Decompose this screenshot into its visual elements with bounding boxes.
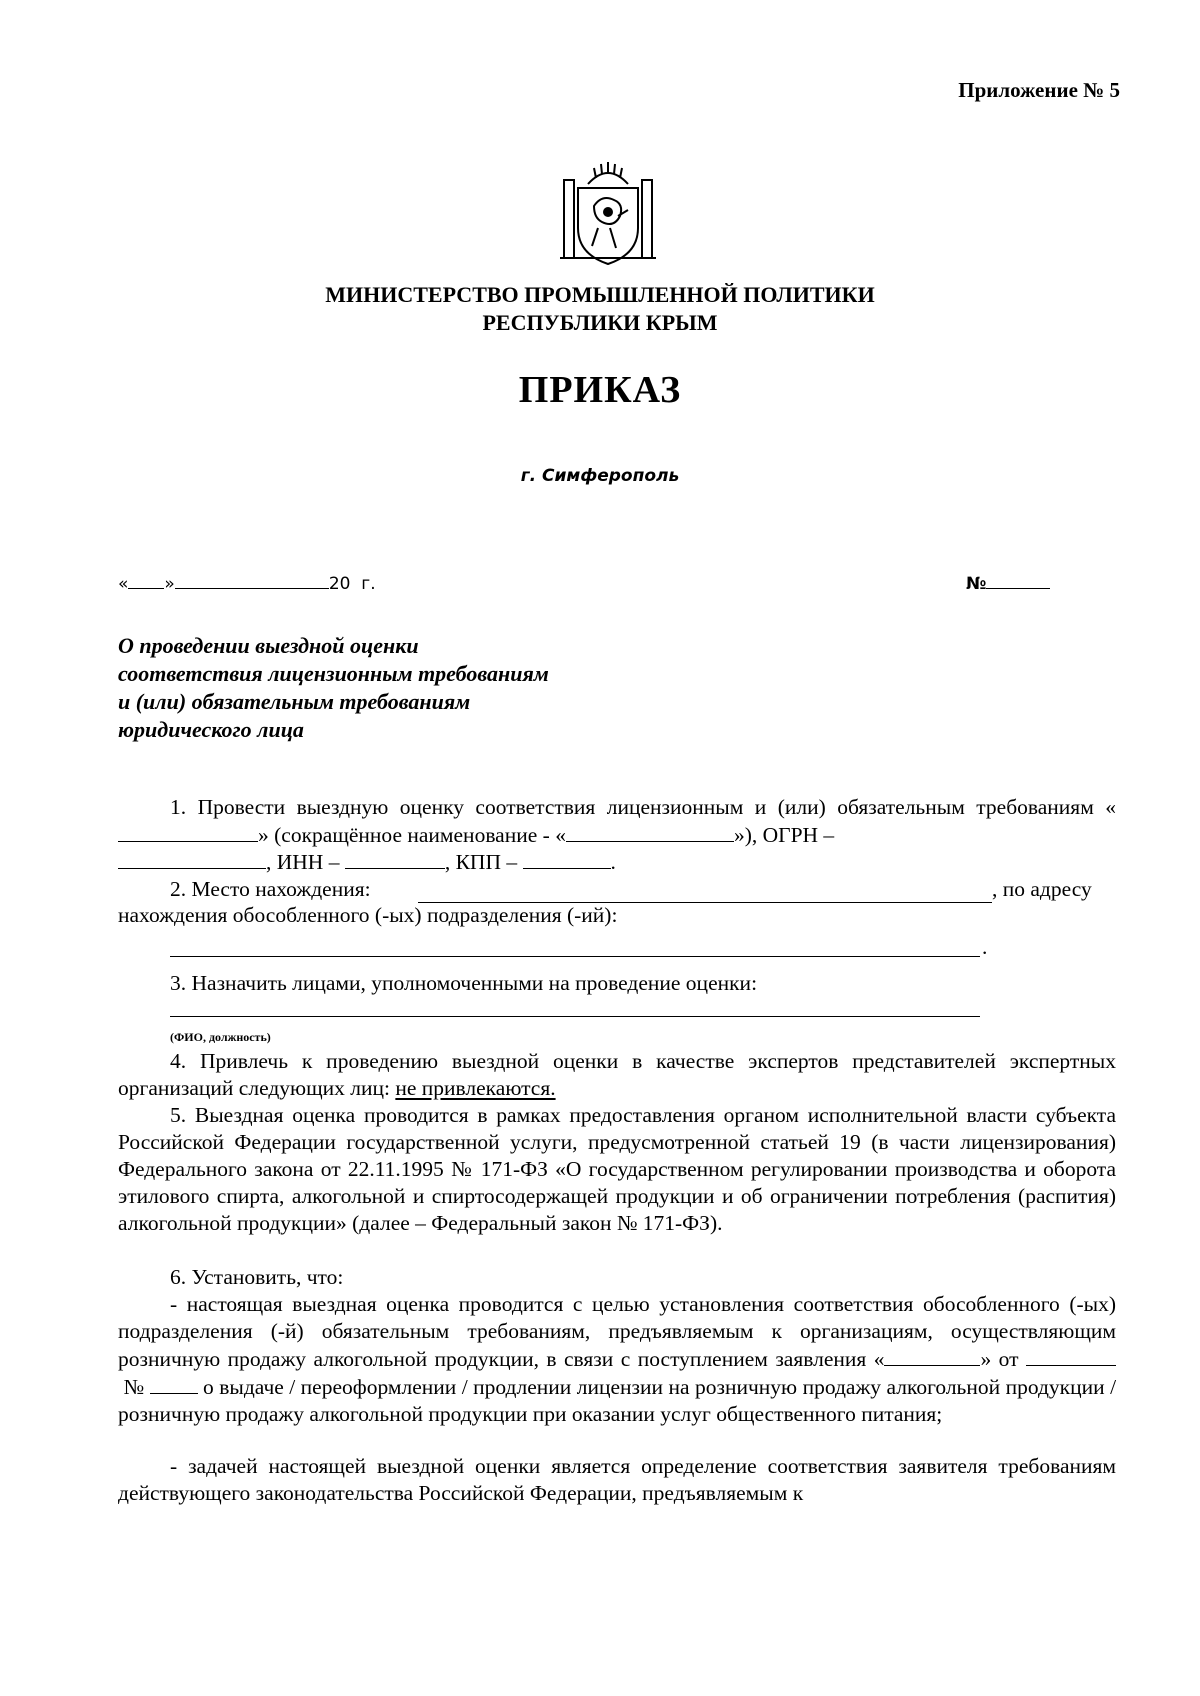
p3-text: 3. Назначить лицами, уполномоченными на проведение оценки: bbox=[170, 971, 758, 995]
order-number bbox=[966, 568, 1050, 594]
p2-text-b: , по адресу bbox=[992, 877, 1092, 901]
p6a-text-a: - настоящая выездная оценка проводится с целью установления соответствия обособленного (-ых) подразделения (-й) обязательным требованиям, предъявляемым к организациям, осуществляющим розничную продажу алкогольной продукции, в связи с поступлением заявления « bbox=[118, 1292, 1116, 1371]
p2-text-c: нахождения обособленного (-ых) подразделения (-ий): bbox=[118, 903, 618, 927]
paragraph-1 bbox=[118, 794, 1116, 849]
paragraph-3 bbox=[170, 970, 1168, 997]
p1-text-f: . bbox=[610, 850, 616, 874]
authorized-persons-blank bbox=[170, 1016, 980, 1017]
kpp-blank bbox=[523, 848, 611, 869]
order-date bbox=[118, 568, 376, 594]
p6a-text-d: о выдаче / переоформлении / продлении лицензии на розничную продажу алкогольной продукции / розничную продажу алкогольной продукции при оказании услуг общественного питания; bbox=[118, 1375, 1117, 1426]
short-name-blank bbox=[566, 821, 734, 842]
branch-address-blank bbox=[170, 956, 980, 957]
paragraph-4 bbox=[118, 1048, 1116, 1102]
number-label: № bbox=[966, 574, 987, 594]
kpp-label: , КПП – bbox=[444, 850, 518, 874]
p2-text-b-wrap bbox=[992, 876, 1092, 903]
paragraph-6a bbox=[118, 1291, 1116, 1428]
paragraph-5: 5. Выездная оценка проводится в рамках предоставления органом исполнительной власти субъекта Российской Федерации государственной услуги, предусмотренной статьей 19 (в части лицензирования) Федерального закона от 22.11.1995 № 171-ФЗ «О государственном регулировании производства и оборота этилового спирта, алкогольной и спиртосодержащей продукции и об ограничении потребления (распития) алкогольной продукции» (далее – Федеральный закон № 171-ФЗ). bbox=[118, 1103, 1116, 1235]
inn-blank bbox=[345, 848, 445, 869]
p1-text-b: » (сокращённое наименование - « bbox=[258, 823, 566, 847]
application-blank bbox=[884, 1345, 980, 1366]
day-blank bbox=[128, 568, 164, 589]
appendix-label: Приложение № 5 bbox=[958, 78, 1120, 102]
inn-label: , ИНН – bbox=[266, 850, 340, 874]
p2-text-a: 2. Место нахождения: bbox=[170, 877, 371, 901]
subject-line: О проведении выездной оценки bbox=[118, 633, 419, 658]
ministry-name-line1: МИНИСТЕРСТВО ПРОМЫШЛЕННОЙ ПОЛИТИКИ bbox=[325, 282, 875, 307]
subject-line: соответствия лицензионным требованиям bbox=[118, 661, 549, 686]
p2-text-d-wrap bbox=[982, 934, 987, 961]
number-blank bbox=[986, 568, 1050, 589]
order-title: ПРИКАЗ bbox=[518, 369, 682, 411]
month-blank bbox=[175, 568, 329, 589]
org-name-blank bbox=[118, 821, 258, 842]
application-date-blank bbox=[1026, 1345, 1116, 1366]
paragraph-1-ids bbox=[118, 848, 1116, 876]
ogrn-blank bbox=[118, 848, 266, 869]
year-suffix: г. bbox=[361, 574, 376, 594]
date-close-quote: » bbox=[164, 574, 175, 594]
p2-text-c-wrap bbox=[118, 902, 1116, 929]
p4-text-b: не привлекаются. bbox=[395, 1076, 556, 1100]
paragraph-6: 6. Установить, что: bbox=[170, 1265, 344, 1289]
city-label: г. Симферополь bbox=[520, 466, 680, 486]
subject-line: юридического лица bbox=[118, 717, 304, 742]
application-number-blank bbox=[150, 1373, 198, 1394]
p2-text-d: . bbox=[982, 935, 988, 959]
order-subject bbox=[118, 632, 549, 744]
fio-note: (ФИО, должность) bbox=[170, 1030, 271, 1044]
paragraph-6b: - задачей настоящей выездной оценки является определение соответствия заявителя требованиям действующего законодательства Российской Федерации, предъявляемым к bbox=[118, 1454, 1116, 1505]
ministry-name-line2: РЕСПУБЛИКИ КРЫМ bbox=[482, 310, 718, 335]
date-open-quote: « bbox=[118, 574, 129, 594]
crimea-coat-of-arms-icon bbox=[558, 158, 658, 270]
year-prefix: 20 bbox=[328, 574, 351, 594]
p6a-text-b: » от bbox=[980, 1347, 1019, 1371]
p6a-text-c: № bbox=[123, 1375, 145, 1399]
subject-line: и (или) обязательным требованиям bbox=[118, 689, 471, 714]
p1-text-a: 1. Провести выездную оценку соответствия лицензионным и (или) обязательным требованиям « bbox=[170, 795, 1116, 819]
p4-text-a: 4. Привлечь к проведению выездной оценки в качестве экспертов представителей экспертных организаций следующих лиц: bbox=[118, 1049, 1116, 1100]
p1-text-c: »), ОГРН – bbox=[733, 823, 835, 847]
